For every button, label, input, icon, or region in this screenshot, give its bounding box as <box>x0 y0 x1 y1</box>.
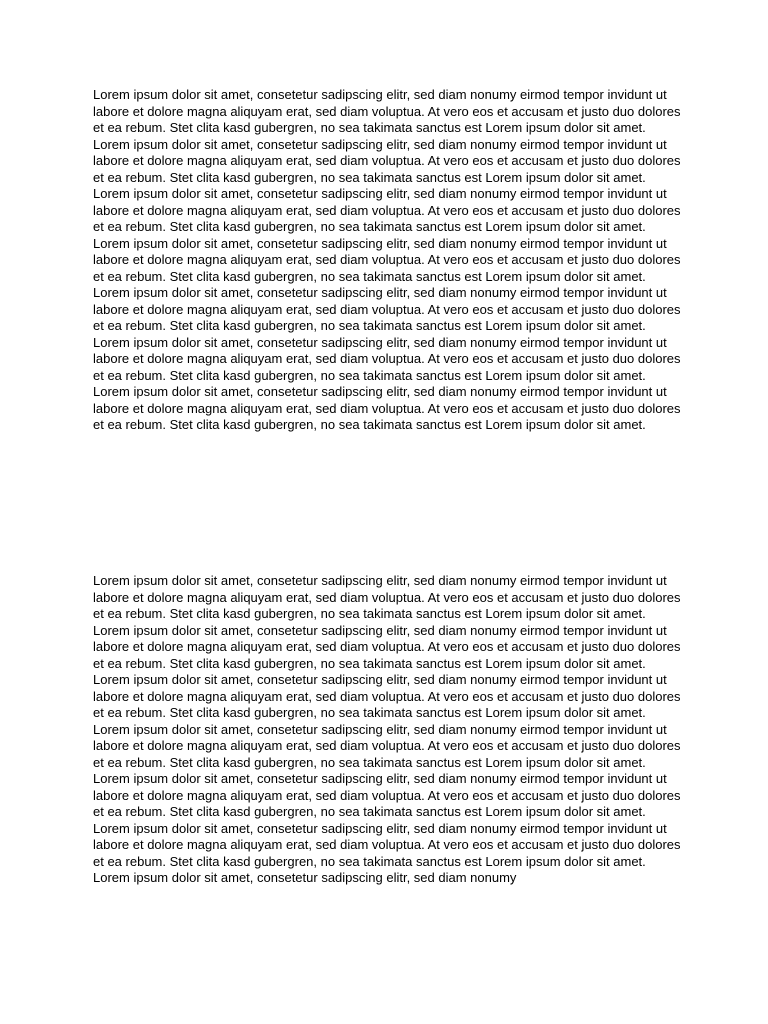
body-paragraph-2: Lorem ipsum dolor sit amet, consetetur sadipscing elitr, sed diam nonumy eirmod tempor invidunt ut labore et dolore magna aliquyam erat, sed diam voluptua. At vero eos et accusam et justo duo dolores et ea rebum. Stet clita kasd gubergren, no sea takimata sanctus est Lorem ipsum dolor sit amet. Lorem ipsum dolor sit amet, consetetur sadipscing elitr, sed diam nonumy eirmod tempor invidunt ut labore et dolore magna aliquyam erat, sed diam voluptua. At vero eos et accusam et justo duo dolores et ea rebum. Stet clita kasd gubergren, no sea takimata sanctus est Lorem ipsum dolor sit amet. Lorem ipsum dolor sit amet, consetetur sadipscing elitr, sed diam nonumy eirmod tempor invidunt ut labore et dolore magna aliquyam erat, sed diam voluptua. At vero eos et accusam et justo duo dolores et ea rebum. Stet clita kasd gubergren, no sea takimata sanctus est Lorem ipsum dolor sit amet. Lorem ipsum dolor sit amet, consetetur sadipscing elitr, sed diam nonumy eirmod tempor invidunt ut labore et dolore magna aliquyam erat, sed diam voluptua. At vero eos et accusam et justo duo dolores et ea rebum. Stet clita kasd gubergren, no sea takimata sanctus est Lorem ipsum dolor sit amet. Lorem ipsum dolor sit amet, consetetur sadipscing elitr, sed diam nonumy eirmod tempor invidunt ut labore et dolore magna aliquyam erat, sed diam voluptua. At vero eos et accusam et justo duo dolores et ea rebum. Stet clita kasd gubergren, no sea takimata sanctus est Lorem ipsum dolor sit amet. Lorem ipsum dolor sit amet, consetetur sadipscing elitr, sed diam nonumy eirmod tempor invidunt ut labore et dolore magna aliquyam erat, sed diam voluptua. At vero eos et accusam et justo duo dolores et ea rebum. Stet clita kasd gubergren, no sea takimata sanctus est Lorem ipsum dolor sit amet. Lorem ipsum dolor sit amet, consetetur sadipscing elitr, sed diam nonumy <box>93 573 681 885</box>
body-paragraph-1: Lorem ipsum dolor sit amet, consetetur sadipscing elitr, sed diam nonumy eirmod tempor invidunt ut labore et dolore magna aliquyam erat, sed diam voluptua. At vero eos et accusam et justo duo dolores et ea rebum. Stet clita kasd gubergren, no sea takimata sanctus est Lorem ipsum dolor sit amet. Lorem ipsum dolor sit amet, consetetur sadipscing elitr, sed diam nonumy eirmod tempor invidunt ut labore et dolore magna aliquyam erat, sed diam voluptua. At vero eos et accusam et justo duo dolores et ea rebum. Stet clita kasd gubergren, no sea takimata sanctus est Lorem ipsum dolor sit amet. Lorem ipsum dolor sit amet, consetetur sadipscing elitr, sed diam nonumy eirmod tempor invidunt ut labore et dolore magna aliquyam erat, sed diam voluptua. At vero eos et accusam et justo duo dolores et ea rebum. Stet clita kasd gubergren, no sea takimata sanctus est Lorem ipsum dolor sit amet. Lorem ipsum dolor sit amet, consetetur sadipscing elitr, sed diam nonumy eirmod tempor invidunt ut labore et dolore magna aliquyam erat, sed diam voluptua. At vero eos et accusam et justo duo dolores et ea rebum. Stet clita kasd gubergren, no sea takimata sanctus est Lorem ipsum dolor sit amet. Lorem ipsum dolor sit amet, consetetur sadipscing elitr, sed diam nonumy eirmod tempor invidunt ut labore et dolore magna aliquyam erat, sed diam voluptua. At vero eos et accusam et justo duo dolores et ea rebum. Stet clita kasd gubergren, no sea takimata sanctus est Lorem ipsum dolor sit amet. Lorem ipsum dolor sit amet, consetetur sadipscing elitr, sed diam nonumy eirmod tempor invidunt ut labore et dolore magna aliquyam erat, sed diam voluptua. At vero eos et accusam et justo duo dolores et ea rebum. Stet clita kasd gubergren, no sea takimata sanctus est Lorem ipsum dolor sit amet. Lorem ipsum dolor sit amet, consetetur sadipscing elitr, sed diam nonumy eirmod tempor invidunt ut labore et dolore magna aliquyam erat, sed diam voluptua. At vero eos et accusam et justo duo dolores et ea rebum. Stet clita kasd gubergren, no sea takimata sanctus est Lorem ipsum dolor sit amet. <box>93 87 681 432</box>
